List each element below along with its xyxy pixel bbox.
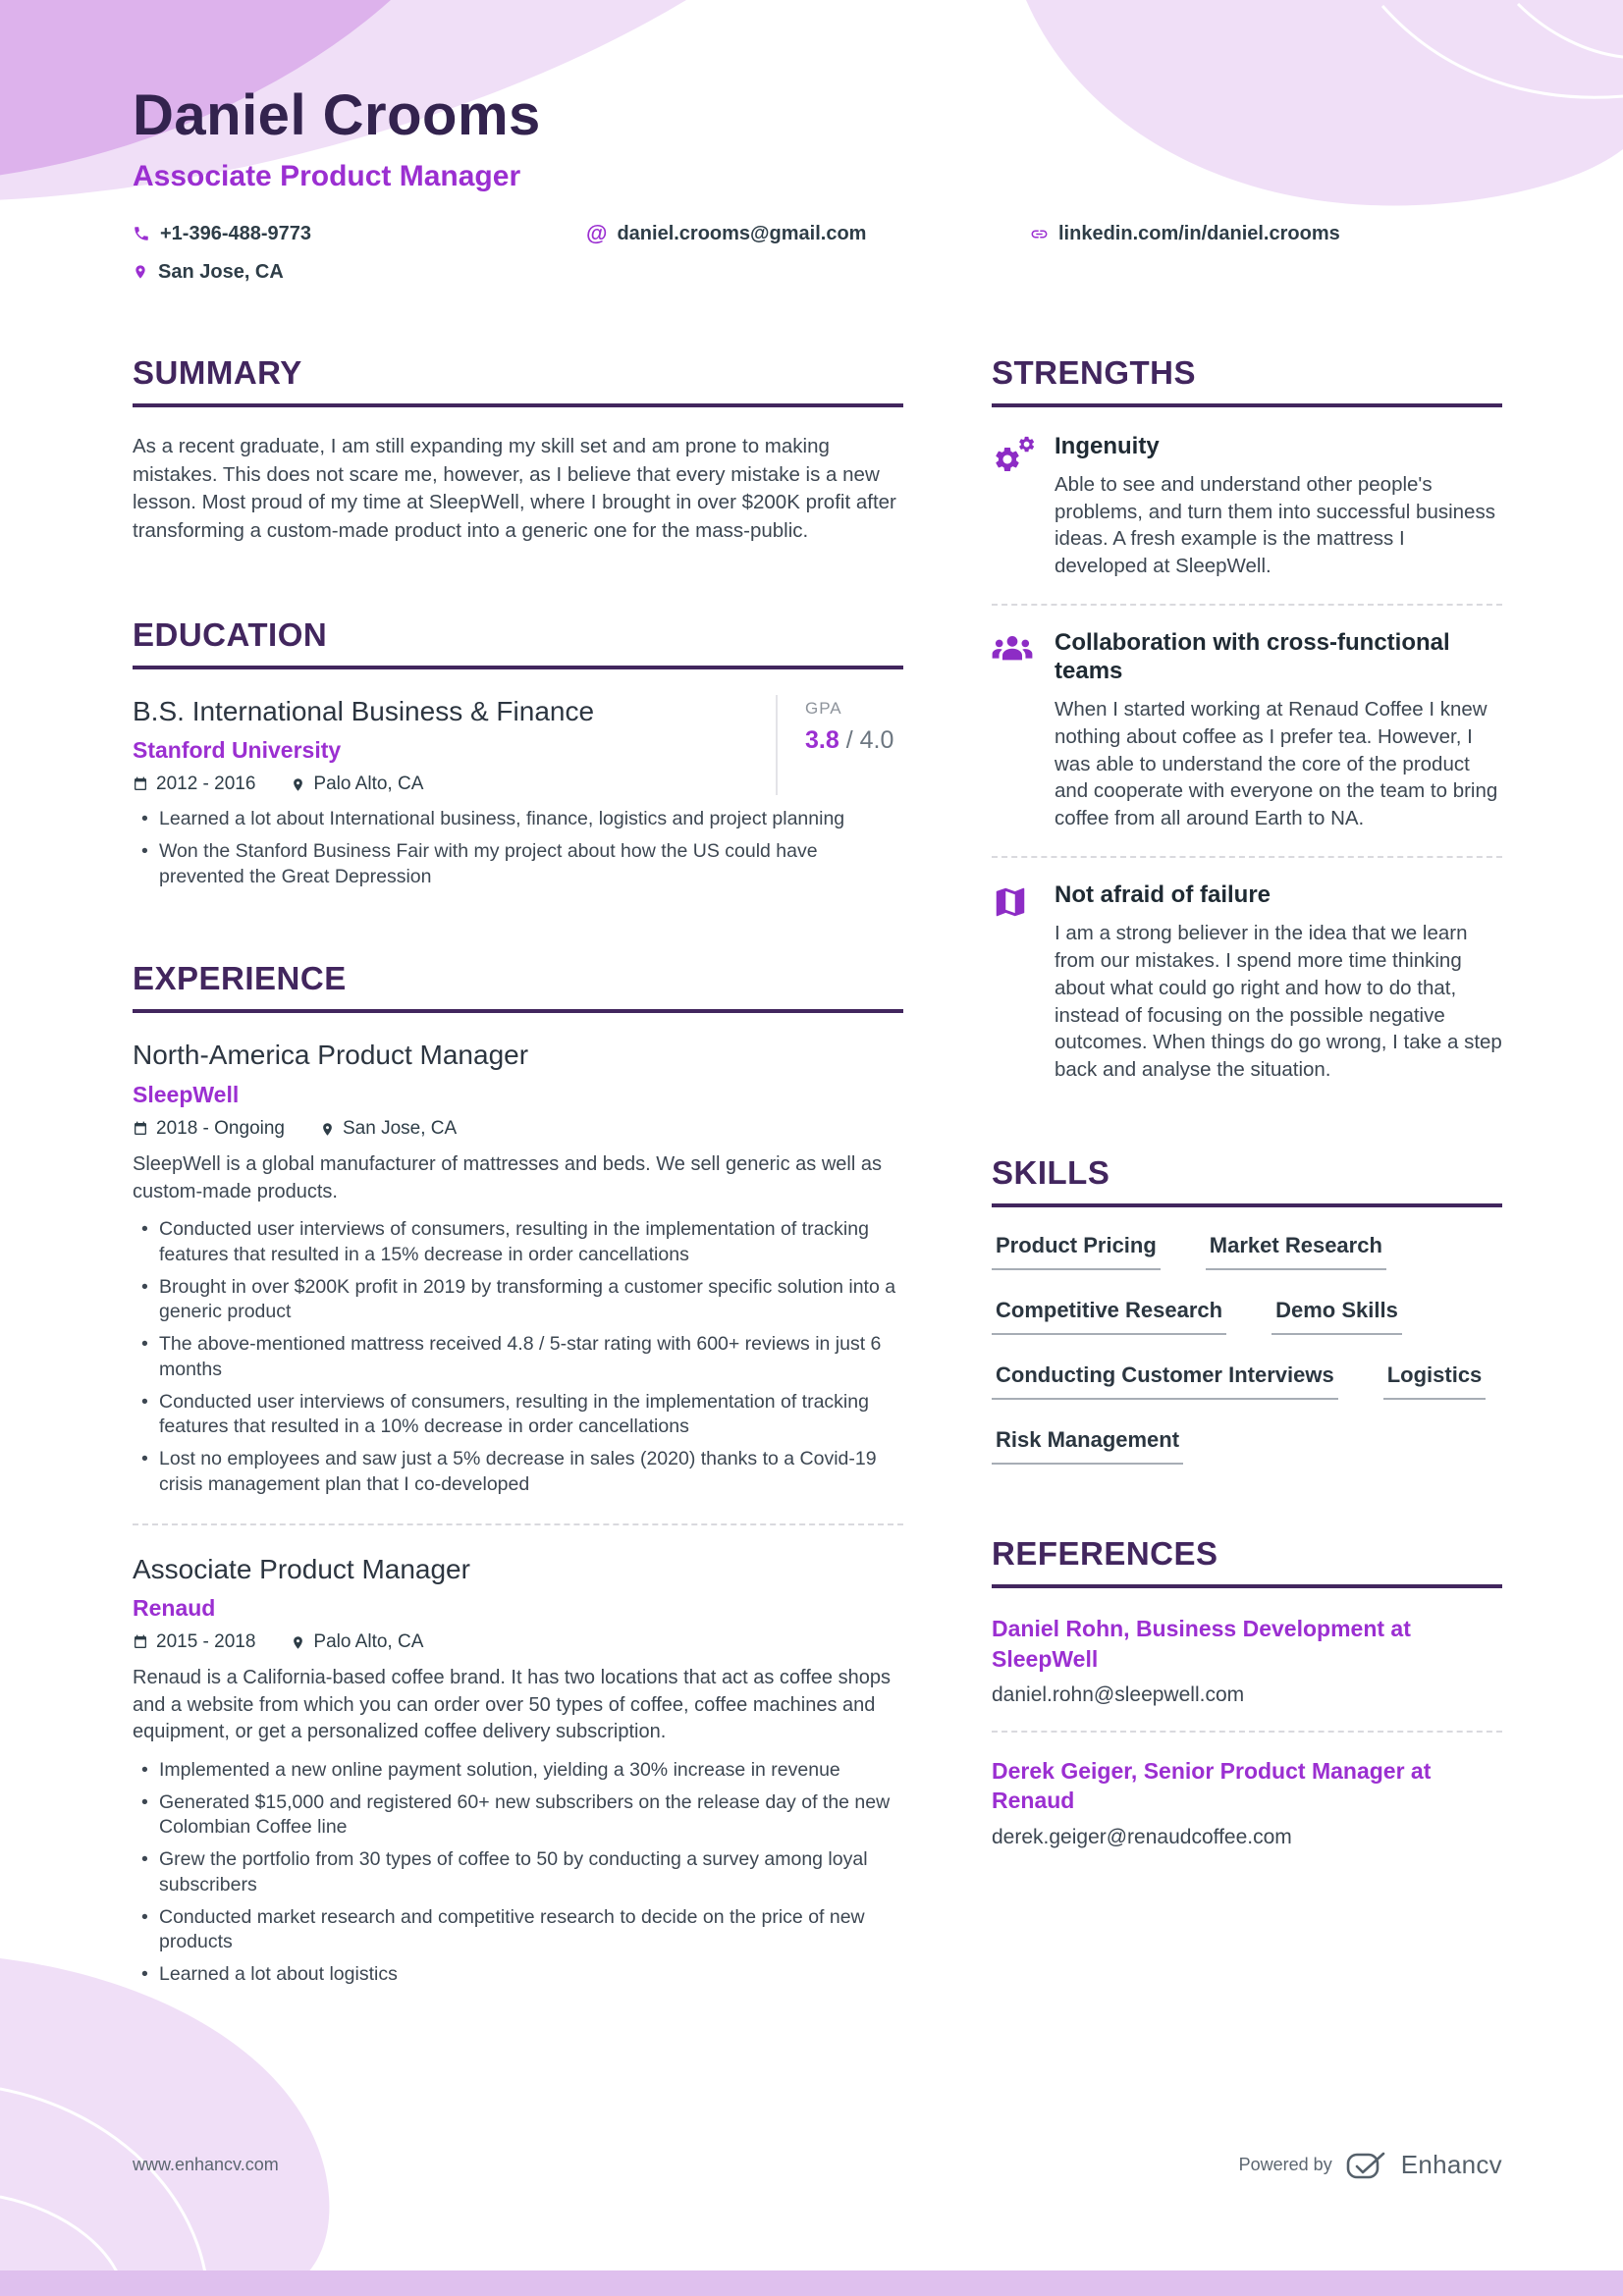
page-footer [133, 2150, 1502, 2180]
company-name: Renaud [133, 1595, 216, 1622]
skill-tag: Risk Management [992, 1427, 1183, 1465]
company-description: Renaud is a California-based coffee brand. It has two locations that act as coffee shops and a website from which you can order over 50 types of coffee, coffee machines and equipment, or get a personalized coffee delivery subscription. [133, 1667, 891, 1743]
reference-email: derek.geiger@renaudcoffee.com [992, 1825, 1292, 1848]
company-name: SleepWell [133, 1082, 240, 1108]
contact-location [133, 261, 586, 284]
contact-info [133, 223, 1502, 284]
job-dates-text: 2018 - Ongoing [156, 1118, 285, 1140]
job-meta [133, 1631, 903, 1653]
references-section [992, 1535, 1502, 1848]
education-dates-text: 2012 - 2016 [156, 774, 256, 795]
bullet-item: • Implemented a new online payment solution, yielding a 30% increase in revenue [133, 1758, 903, 1784]
skill-tag: Demo Skills [1271, 1298, 1402, 1335]
bullet-item: • Learned a lot about logistics [133, 1962, 903, 1988]
bullet-item: • Conducted market research and competitive research to decide on the price of new products [133, 1905, 903, 1955]
location-pin-icon [320, 1122, 335, 1137]
skill-tag: Market Research [1206, 1233, 1386, 1270]
education-location-text: Palo Alto, CA [313, 774, 424, 795]
email-address: daniel.crooms@gmail.com [617, 222, 867, 244]
reference-name: Daniel Rohn, Business Development at SleepWell [992, 1616, 1411, 1672]
powered-by[interactable] [1239, 2150, 1502, 2180]
experience-section [133, 960, 903, 1987]
job-bullets [133, 1217, 903, 1497]
reference-item [992, 1614, 1502, 1707]
job-location-text: Palo Alto, CA [313, 1631, 424, 1653]
job-title: North-America Product Manager [133, 1040, 529, 1071]
calendar-icon [133, 776, 148, 792]
strength-item [992, 629, 1502, 832]
reference-divider [992, 1731, 1502, 1733]
job-meta [133, 1118, 903, 1140]
right-column [992, 354, 1502, 1920]
job-location [291, 1631, 423, 1653]
job-bullets [133, 1758, 903, 1988]
job-dates [133, 1118, 285, 1140]
resume-header [133, 83, 1502, 284]
skills-section [992, 1154, 1502, 1465]
strengths-section [992, 354, 1502, 1084]
location-pin-icon [133, 264, 148, 280]
website-link[interactable]: www.enhancv.com [133, 2155, 279, 2174]
skill-tag: Logistics [1383, 1362, 1487, 1400]
strength-title: Collaboration with cross-functional teams [1055, 629, 1450, 684]
calendar-icon [133, 1634, 148, 1650]
phone-icon [133, 225, 150, 242]
strength-body [1055, 881, 1502, 1084]
experience-heading: EXPERIENCE [133, 960, 903, 1013]
job-location-text: San Jose, CA [343, 1118, 458, 1140]
gpa-scale: / 4.0 [845, 725, 894, 754]
education-dates [133, 774, 255, 795]
gears-icon [992, 433, 1039, 580]
linkedin-url: linkedin.com/in/daniel.crooms [1058, 222, 1340, 244]
reference-email: daniel.rohn@sleepwell.com [992, 1682, 1245, 1706]
skills-heading: SKILLS [992, 1154, 1502, 1207]
strength-title: Not afraid of failure [1055, 881, 1271, 909]
strength-divider [992, 856, 1502, 858]
calendar-icon [133, 1121, 148, 1137]
education-section [133, 616, 903, 890]
phone-number: +1-396-488-9773 [160, 222, 312, 244]
bullet-item: • The above-mentioned mattress received 4.8 / 5-star rating with 600+ reviews in just 6 months [133, 1332, 903, 1382]
enhancv-logo-icon [1346, 2151, 1387, 2180]
job-dates-text: 2015 - 2018 [156, 1631, 256, 1653]
strength-body [1055, 433, 1502, 580]
job-entry [133, 1039, 903, 1497]
summary-section [133, 354, 903, 546]
location-pin-icon [291, 1635, 305, 1650]
strength-body [1055, 629, 1502, 832]
references-heading: REFERENCES [992, 1535, 1502, 1588]
strength-title: Ingenuity [1055, 432, 1160, 459]
skill-tag: Product Pricing [992, 1233, 1161, 1270]
bullet-item: • Grew the portfolio from 30 types of coffee to 50 by conducting a survey among loyal subscribers [133, 1847, 903, 1897]
education-heading: EDUCATION [133, 616, 903, 669]
bullet-item: • Learned a lot about International business, finance, logistics and project planning [133, 807, 903, 832]
summary-text: As a recent graduate, I am still expanding my skill set and am prone to making mistakes. This does not scare me, however, as I believe that every mistake is a new lesson. Most proud of my time at SleepWell, where I brought in over $200K profit after transforming a custom-made product into a generic one for the mass-public. [133, 434, 896, 542]
education-bullets [133, 807, 903, 889]
education-entry [133, 695, 903, 796]
job-location [320, 1118, 457, 1140]
gpa-box [776, 695, 903, 796]
strength-text: I am a strong believer in the idea that we learn from our mistakes. I spend more time thinking about what could go right and how to do that, instead of focusing on the possible negative outcomes. When things do go wrong, I take a step back and analyse the situation. [1055, 921, 1502, 1082]
education-main [133, 695, 752, 796]
skill-tag: Competitive Research [992, 1298, 1226, 1335]
job-entry [133, 1553, 903, 1988]
powered-by-label: Powered by [1238, 2155, 1332, 2174]
education-location [291, 774, 423, 795]
map-icon [992, 881, 1039, 1084]
content-columns [133, 354, 1502, 2058]
enhancv-brand-text: Enhancv [1400, 2150, 1502, 2179]
person-name: Daniel Crooms [133, 83, 541, 147]
contact-email[interactable] [586, 223, 1030, 245]
location-text: San Jose, CA [158, 260, 284, 283]
strength-text: Able to see and understand other people's problems, and turn them into successful business ideas. A fresh example is the mattress I developed at SleepWell. [1055, 472, 1495, 578]
contact-phone[interactable] [133, 223, 586, 245]
job-title: Associate Product Manager [133, 1553, 470, 1584]
strength-text: When I started working at Renaud Coffee I knew nothing about coffee as I prefer tea. However, I was able to understand the core of the product and cooperate with everyone on the team to bring coffee from all around Earth to NA. [1055, 697, 1498, 830]
bullet-item: • Lost no employees and saw just a 5% decrease in sales (2020) thanks to a Covid-19 crisis management plan that I co-developed [133, 1447, 903, 1497]
job-dates [133, 1631, 255, 1653]
bullet-item: • Brought in over $200K profit in 2019 by transforming a customer specific solution into a generic product [133, 1275, 903, 1325]
reference-name: Derek Geiger, Senior Product Manager at Renaud [992, 1757, 1432, 1814]
school-name: Stanford University [133, 737, 342, 764]
strength-item [992, 433, 1502, 580]
strength-item [992, 881, 1502, 1084]
strengths-heading: STRENGTHS [992, 354, 1502, 407]
left-column [133, 354, 903, 2058]
gpa-value [805, 726, 903, 755]
bullet-item: • Won the Stanford Business Fair with my project about how the US could have prevented the Great Depression [133, 839, 903, 889]
person-job-title: Associate Product Manager [133, 159, 521, 192]
summary-heading: SUMMARY [133, 354, 903, 407]
people-icon [992, 629, 1039, 832]
contact-linkedin[interactable] [1030, 223, 1502, 245]
bullet-item: • Generated $15,000 and registered 60+ new subscribers on the release day of the new Colombian Coffee line [133, 1790, 903, 1841]
email-icon: @ [586, 221, 608, 246]
gpa-label: GPA [805, 698, 842, 718]
skill-tag: Conducting Customer Interviews [992, 1362, 1338, 1400]
gpa-score: 3.8 [805, 725, 839, 754]
bullet-item: • Conducted user interviews of consumers, resulting in the implementation of tracking features that resulted in a 10% decrease in order cancellations [133, 1390, 903, 1440]
skills-list [992, 1233, 1502, 1465]
company-description: SleepWell is a global manufacturer of mattresses and beds. We sell generic as well as custom-made products. [133, 1153, 882, 1202]
job-divider [133, 1523, 903, 1525]
degree-title: B.S. International Business & Finance [133, 695, 595, 726]
strength-divider [992, 604, 1502, 606]
bullet-item: • Conducted user interviews of consumers, resulting in the implementation of tracking features that resulted in a 15% decrease in order cancellations [133, 1217, 903, 1267]
education-meta [133, 774, 752, 795]
reference-item [992, 1756, 1502, 1849]
link-icon [1030, 225, 1049, 243]
location-pin-icon [291, 777, 305, 792]
